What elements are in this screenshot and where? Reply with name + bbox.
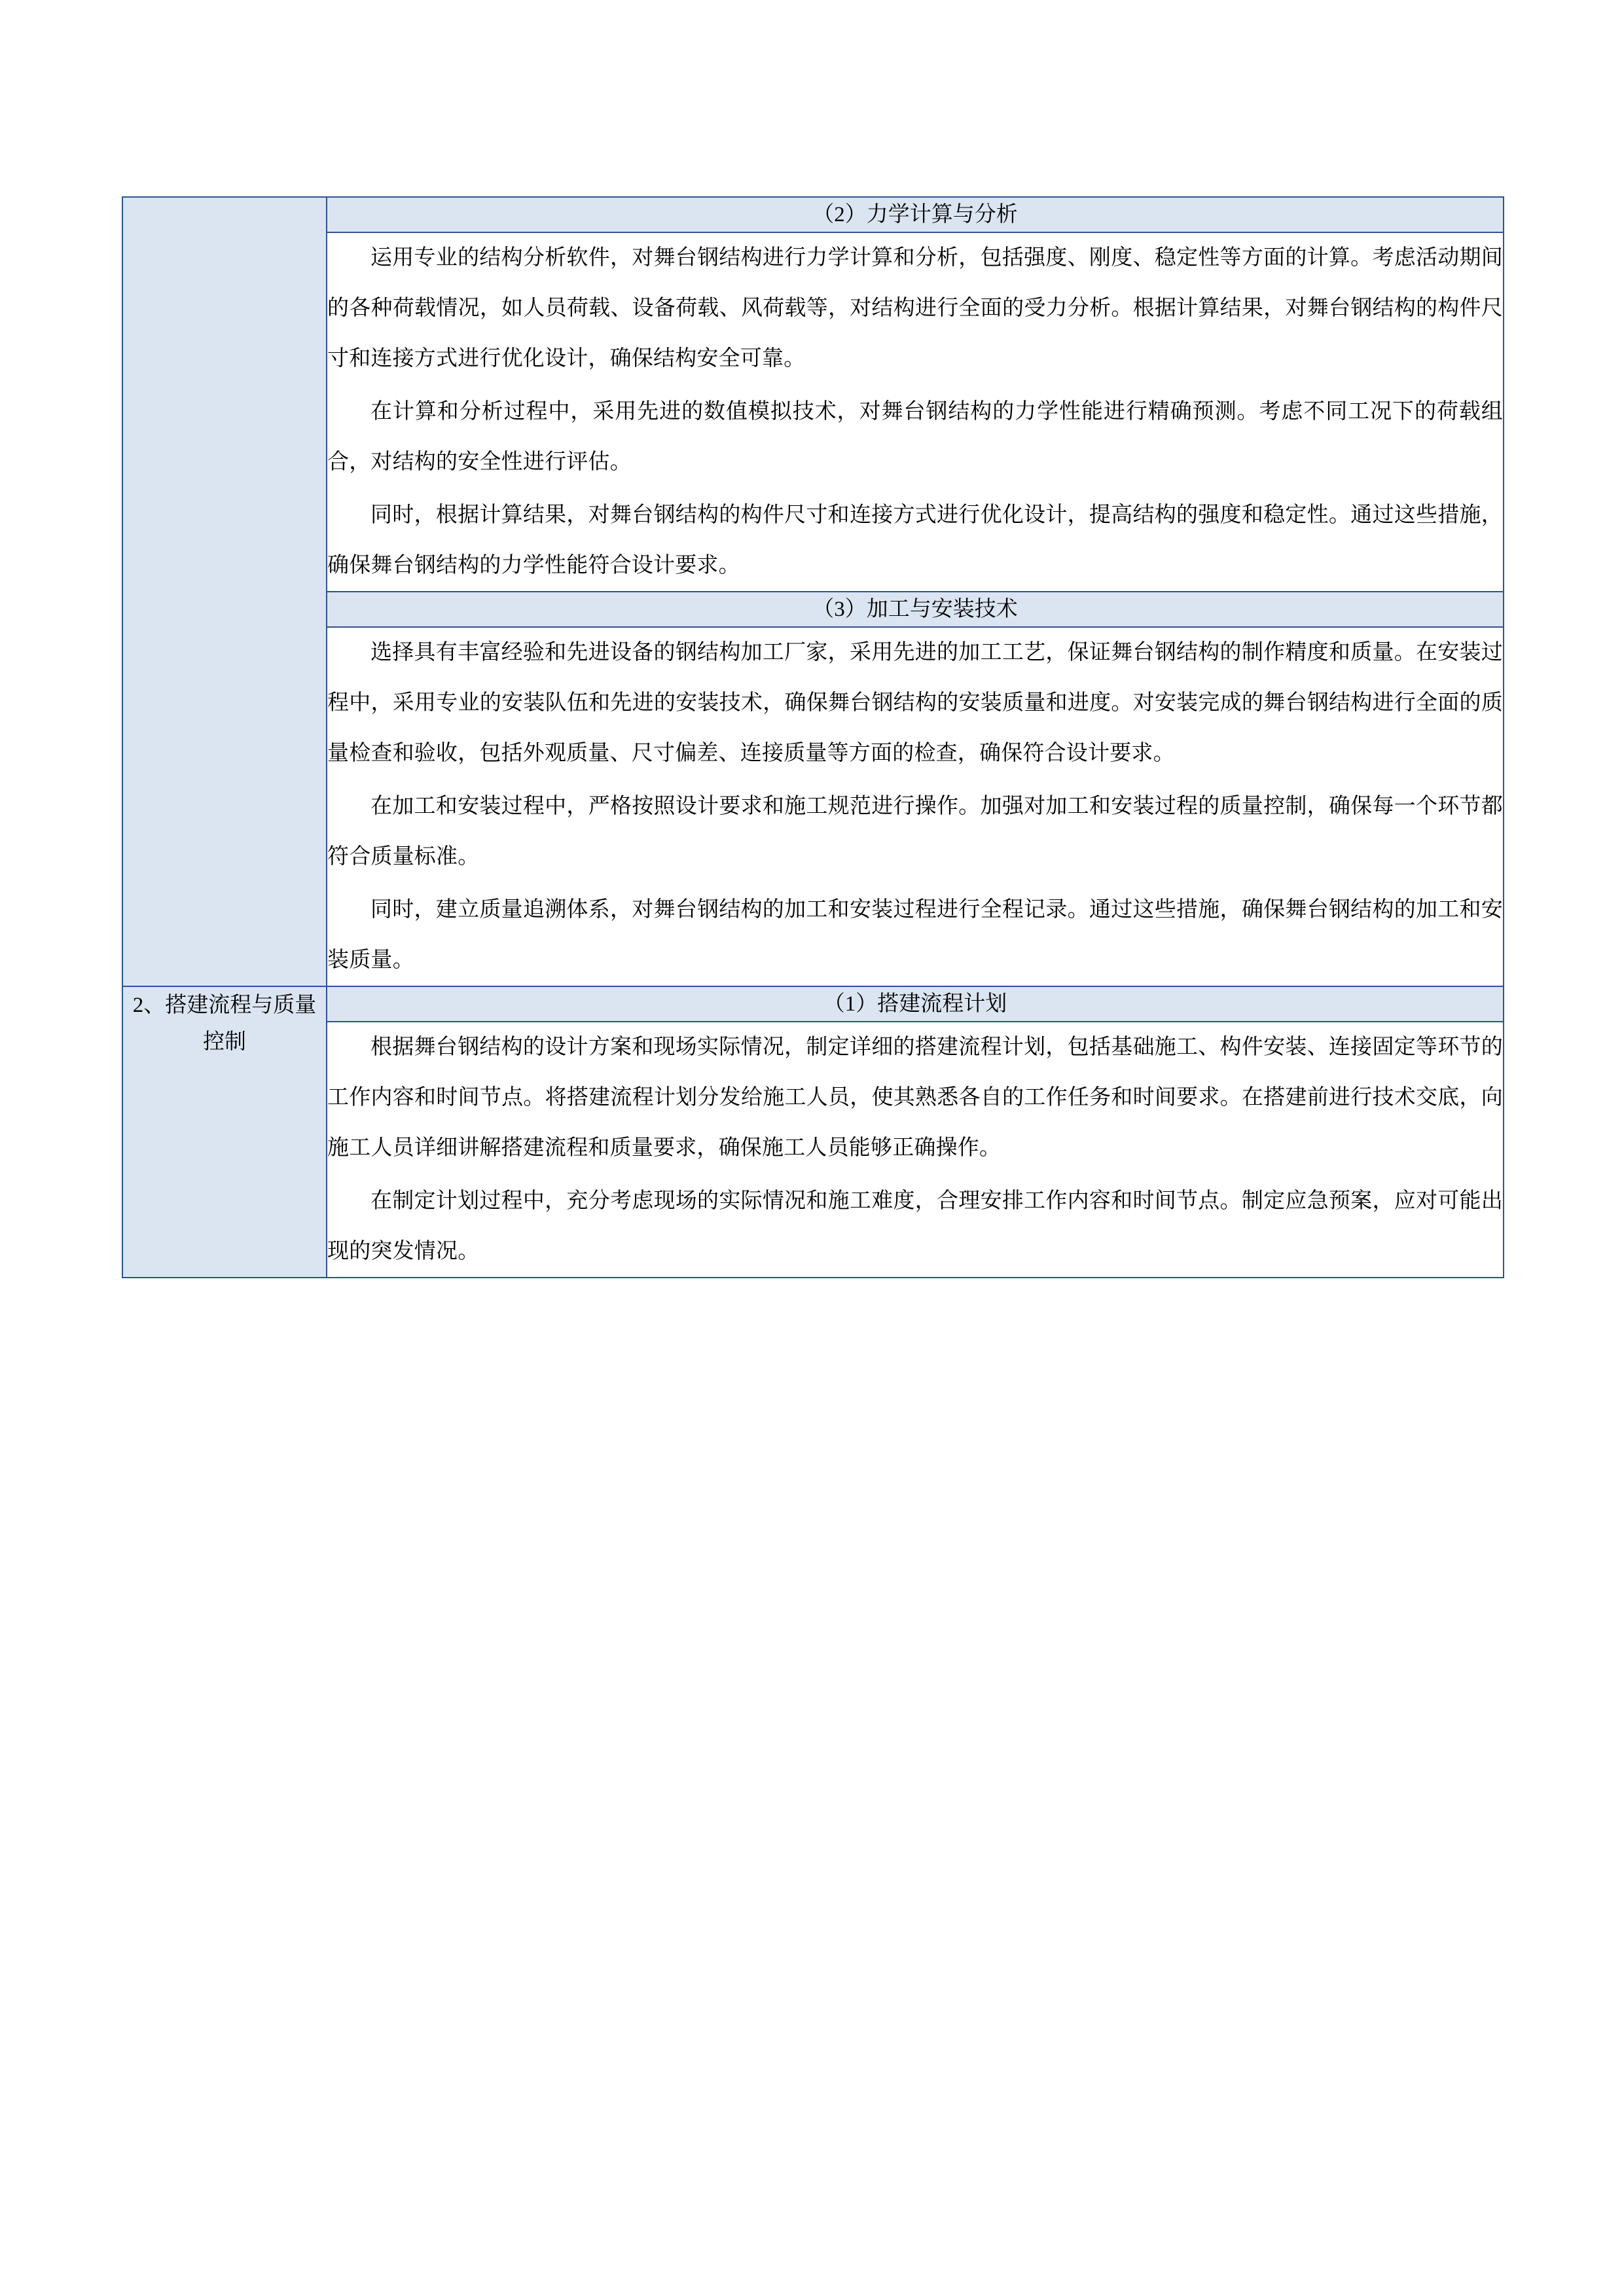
- table-row: [122, 986, 1504, 1022]
- section-body: [327, 232, 1504, 592]
- paragraph: 根据舞台钢结构的设计方案和现场实际情况，制定详细的搭建流程计划，包括基础施工、构件安装、连接固定等环节的工作内容和时间节点。将搭建流程计划分发给施工人员，使其熟悉各自的工作任务和时间要求。在搭建前进行技术交底，向施工人员详细讲解搭建流程和质量要求，确保施工人员能够正确操作。: [327, 1035, 1503, 1160]
- row-label-empty: [122, 197, 327, 986]
- paragraph: 同时，建立质量追溯体系，对舞台钢结构的加工和安装过程进行全程记录。通过这些措施，确保舞台钢结构的加工和安装质量。: [327, 898, 1503, 972]
- table-row: [122, 197, 1504, 232]
- section-heading: （1）搭建流程计划: [327, 986, 1504, 1022]
- paragraph: 在制定计划过程中，充分考虑现场的实际情况和施工难度，合理安排工作内容和时间节点。制定应急预案，应对可能出现的突发情况。: [327, 1189, 1503, 1263]
- section-heading: （2）力学计算与分析: [327, 197, 1504, 232]
- paragraph: 运用专业的结构分析软件，对舞台钢结构进行力学计算和分析，包括强度、刚度、稳定性等方面的计算。考虑活动期间的各种荷载情况，如人员荷载、设备荷载、风荷载等，对结构进行全面的受力分析。根据计算结果，对舞台钢结构的构件尺寸和连接方式进行优化设计，确保结构安全可靠。: [327, 246, 1503, 370]
- table-row: [122, 592, 1504, 627]
- section-body: [327, 1022, 1504, 1278]
- section-body: [327, 627, 1504, 986]
- table-row: [122, 1022, 1504, 1278]
- paragraph: 在计算和分析过程中，采用先进的数值模拟技术，对舞台钢结构的力学性能进行精确预测。考虑不同工况下的荷载组合，对结构的安全性进行评估。: [327, 400, 1503, 474]
- paragraph: 选择具有丰富经验和先进设备的钢结构加工厂家，采用先进的加工工艺，保证舞台钢结构的制作精度和质量。在安装过程中，采用专业的安装队伍和先进的安装技术，确保舞台钢结构的安装质量和进度。对安装完成的舞台钢结构进行全面的质量检查和验收，包括外观质量、尺寸偏差、连接质量等方面的检查，确保符合设计要求。: [327, 641, 1503, 765]
- paragraph: 在加工和安装过程中，严格按照设计要求和施工规范进行操作。加强对加工和安装过程的质量控制，确保每一个环节都符合质量标准。: [327, 795, 1503, 869]
- content-table: [122, 196, 1504, 1278]
- table-row: [122, 232, 1504, 592]
- paragraph: 同时，根据计算结果，对舞台钢结构的构件尺寸和连接方式进行优化设计，提高结构的强度和稳定性。通过这些措施，确保舞台钢结构的力学性能符合设计要求。: [327, 503, 1503, 577]
- row-label: 2、搭建流程与质量控制: [122, 986, 327, 1278]
- section-heading: （3）加工与安装技术: [327, 592, 1504, 627]
- table-row: [122, 627, 1504, 986]
